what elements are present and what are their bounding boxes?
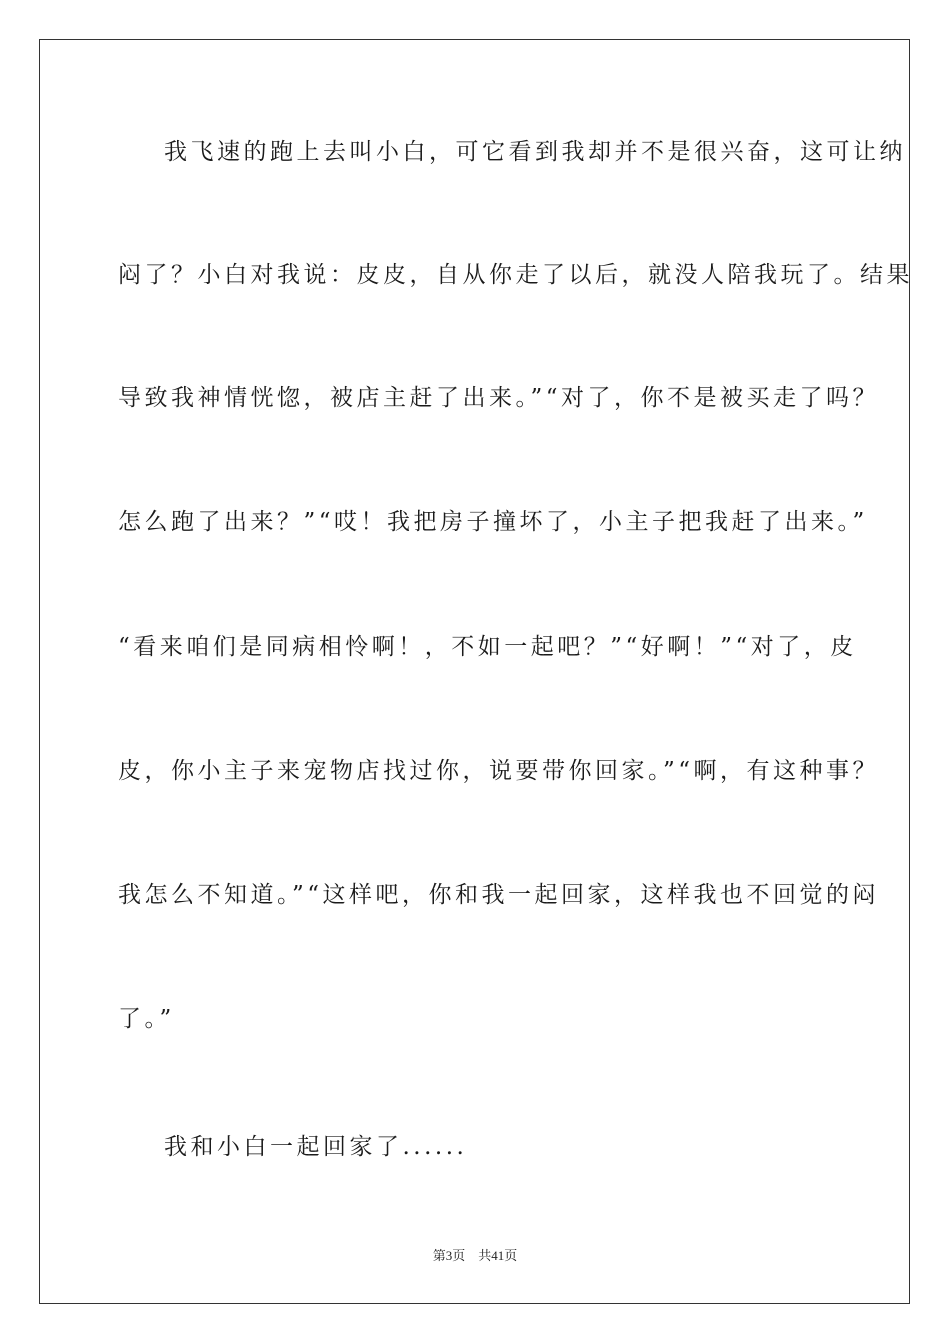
- text-line-3: 导致我神情恍惚，被店主赶了出来。”“对了，你不是被买走了吗？: [118, 385, 880, 411]
- text-line-7: 我怎么不知道。”“这样吧，你和我一起回家，这样我也不回觉的闷: [118, 882, 880, 908]
- text-line-8: 了。”: [118, 1006, 175, 1032]
- page-total: 共41页: [478, 1248, 518, 1263]
- text-line-4: 怎么跑了出来？”“哎！我把房子撞坏了，小主子把我赶了出来。”: [118, 509, 868, 535]
- text-line-2: 闷了？小白对我说：皮皮，自从你走了以后，就没人陪我玩了。结果: [118, 262, 913, 288]
- text-line-1: 我飞速的跑上去叫小白，可它看到我却并不是很兴奋，这可让纳: [164, 139, 906, 165]
- page-footer: [0, 1247, 950, 1265]
- page-number: 第3页: [432, 1248, 466, 1263]
- text-line-9: 我和小白一起回家了......: [164, 1134, 468, 1160]
- text-line-5: “看来咱们是同病相怜啊！，不如一起吧？”“好啊！”“对了，皮: [118, 634, 857, 660]
- text-line-6: 皮，你小主子来宠物店找过你，说要带你回家。”“啊，有这种事？: [118, 758, 880, 784]
- page-border: [39, 39, 913, 1304]
